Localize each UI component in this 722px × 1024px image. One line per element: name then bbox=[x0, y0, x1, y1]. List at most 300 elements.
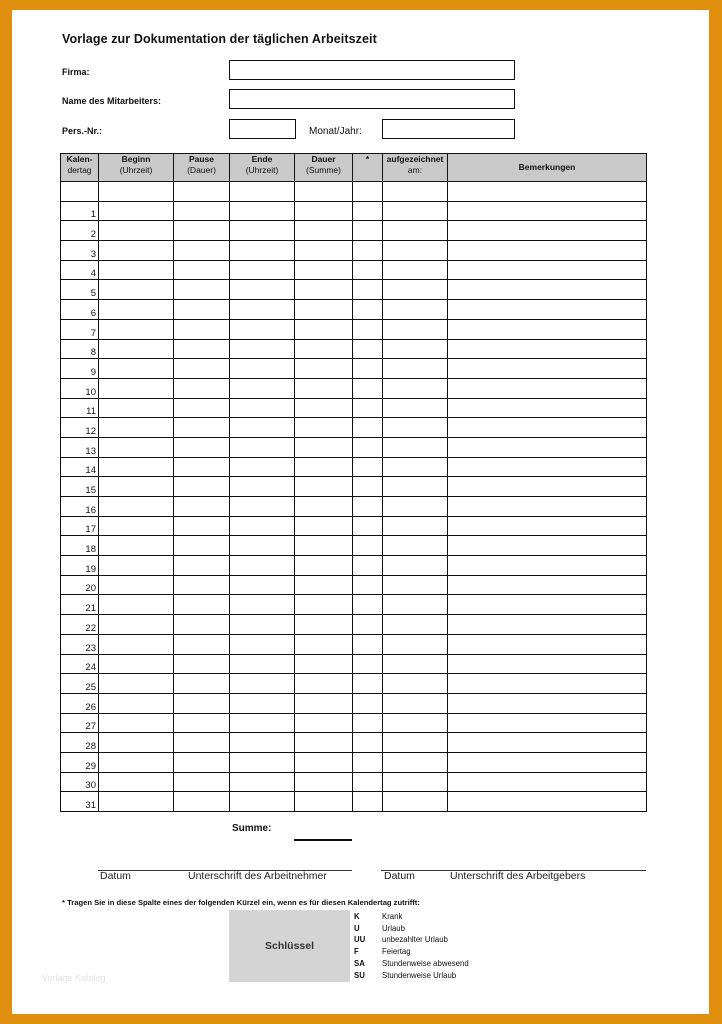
key-item bbox=[354, 934, 469, 946]
table-cell[interactable] bbox=[448, 221, 647, 241]
summe-line[interactable] bbox=[294, 839, 352, 841]
column-header-label: aufgezeichnet bbox=[386, 154, 444, 164]
table-cell[interactable] bbox=[383, 615, 448, 635]
column-header-sublabel: (Summe) bbox=[306, 165, 341, 175]
table-row bbox=[61, 300, 647, 320]
table-cell[interactable] bbox=[353, 398, 383, 418]
table-cell[interactable] bbox=[353, 359, 383, 379]
column-header bbox=[230, 154, 295, 182]
table-cell[interactable] bbox=[295, 457, 353, 477]
table-cell[interactable] bbox=[230, 339, 295, 359]
table-cell[interactable] bbox=[448, 674, 647, 694]
day-number: 5 bbox=[61, 280, 99, 300]
key-item bbox=[354, 970, 469, 982]
table-row bbox=[61, 792, 647, 812]
table-cell[interactable] bbox=[383, 477, 448, 497]
table-cell[interactable] bbox=[353, 536, 383, 556]
document-page bbox=[12, 10, 709, 1014]
table-cell[interactable] bbox=[174, 201, 230, 221]
table-cell[interactable] bbox=[448, 260, 647, 280]
table-cell[interactable] bbox=[295, 752, 353, 772]
table-cell[interactable] bbox=[295, 280, 353, 300]
day-number: 9 bbox=[61, 359, 99, 379]
table-cell[interactable] bbox=[353, 634, 383, 654]
table-row bbox=[61, 339, 647, 359]
table-cell[interactable] bbox=[353, 201, 383, 221]
table-cell[interactable] bbox=[174, 674, 230, 694]
persnr-field[interactable] bbox=[229, 119, 296, 139]
day-number: 1 bbox=[61, 201, 99, 221]
table-cell[interactable] bbox=[448, 634, 647, 654]
table-cell[interactable] bbox=[353, 772, 383, 792]
table-cell[interactable] bbox=[353, 300, 383, 320]
key-code: SU bbox=[354, 970, 365, 980]
table-cell[interactable] bbox=[295, 300, 353, 320]
table-cell[interactable] bbox=[99, 556, 174, 576]
table-cell[interactable] bbox=[174, 752, 230, 772]
table-cell[interactable] bbox=[230, 693, 295, 713]
table-cell[interactable] bbox=[174, 300, 230, 320]
table-cell[interactable] bbox=[448, 752, 647, 772]
monat-label: Monat/Jahr: bbox=[309, 126, 362, 137]
firma-field[interactable] bbox=[229, 60, 515, 80]
day-number: 11 bbox=[61, 398, 99, 418]
table-cell[interactable] bbox=[448, 595, 647, 615]
table-cell[interactable] bbox=[295, 418, 353, 438]
table-cell[interactable] bbox=[230, 477, 295, 497]
table-cell[interactable] bbox=[230, 378, 295, 398]
table-cell[interactable] bbox=[448, 477, 647, 497]
table-cell[interactable] bbox=[174, 575, 230, 595]
column-header-sublabel: am: bbox=[407, 165, 423, 175]
table-cell[interactable] bbox=[295, 595, 353, 615]
table-cell[interactable] bbox=[230, 615, 295, 635]
table-cell[interactable] bbox=[99, 182, 174, 202]
table-cell[interactable] bbox=[174, 398, 230, 418]
table-cell[interactable] bbox=[230, 437, 295, 457]
table-row bbox=[61, 182, 647, 202]
column-header-sublabel: dertag bbox=[67, 165, 92, 175]
table-cell[interactable] bbox=[99, 201, 174, 221]
table-cell[interactable] bbox=[353, 260, 383, 280]
table-cell[interactable] bbox=[99, 378, 174, 398]
table-cell[interactable] bbox=[295, 634, 353, 654]
table-cell[interactable] bbox=[230, 713, 295, 733]
table-cell[interactable] bbox=[230, 201, 295, 221]
table-cell[interactable] bbox=[295, 477, 353, 497]
table-cell[interactable] bbox=[353, 752, 383, 772]
column-header-sublabel: (Uhrzeit) bbox=[245, 165, 279, 175]
key-item bbox=[354, 911, 469, 923]
table-cell[interactable] bbox=[174, 457, 230, 477]
day-number: 24 bbox=[61, 654, 99, 674]
day-number: 3 bbox=[61, 241, 99, 261]
table-cell[interactable] bbox=[99, 752, 174, 772]
table-cell[interactable] bbox=[230, 792, 295, 812]
table-cell[interactable] bbox=[448, 792, 647, 812]
day-number: 10 bbox=[61, 378, 99, 398]
table-row bbox=[61, 556, 647, 576]
table-cell[interactable] bbox=[174, 359, 230, 379]
key-description: Urlaub bbox=[382, 923, 405, 933]
table-cell[interactable] bbox=[448, 300, 647, 320]
table-cell[interactable] bbox=[353, 437, 383, 457]
table-cell[interactable] bbox=[99, 319, 174, 339]
table-row bbox=[61, 378, 647, 398]
table-cell[interactable] bbox=[230, 182, 295, 202]
table-cell[interactable] bbox=[383, 300, 448, 320]
table-cell[interactable] bbox=[230, 260, 295, 280]
table-cell[interactable] bbox=[295, 339, 353, 359]
key-list bbox=[354, 911, 469, 981]
table-cell[interactable] bbox=[383, 752, 448, 772]
table-cell[interactable] bbox=[383, 418, 448, 438]
table-cell[interactable] bbox=[99, 792, 174, 812]
mitarbeiter-field[interactable] bbox=[229, 89, 515, 109]
table-cell[interactable] bbox=[99, 654, 174, 674]
table-cell[interactable] bbox=[230, 575, 295, 595]
table-cell[interactable] bbox=[353, 733, 383, 753]
table-cell[interactable] bbox=[174, 792, 230, 812]
table-cell[interactable] bbox=[383, 378, 448, 398]
day-number: 16 bbox=[61, 497, 99, 517]
table-cell[interactable] bbox=[99, 634, 174, 654]
key-item bbox=[354, 946, 469, 958]
column-header bbox=[448, 154, 647, 182]
table-cell[interactable] bbox=[448, 713, 647, 733]
table-cell[interactable] bbox=[353, 792, 383, 812]
table-cell[interactable] bbox=[174, 319, 230, 339]
table-cell[interactable] bbox=[230, 280, 295, 300]
table-cell[interactable] bbox=[448, 556, 647, 576]
table-row bbox=[61, 713, 647, 733]
table-cell[interactable] bbox=[383, 280, 448, 300]
table-cell[interactable] bbox=[448, 437, 647, 457]
table-cell[interactable] bbox=[230, 300, 295, 320]
table-row bbox=[61, 575, 647, 595]
table-cell[interactable] bbox=[99, 418, 174, 438]
table-row bbox=[61, 260, 647, 280]
day-number: 17 bbox=[61, 516, 99, 536]
table-cell[interactable] bbox=[230, 772, 295, 792]
table-row bbox=[61, 595, 647, 615]
table-cell[interactable] bbox=[448, 319, 647, 339]
table-cell[interactable] bbox=[383, 693, 448, 713]
table-cell[interactable] bbox=[174, 595, 230, 615]
table-cell[interactable] bbox=[448, 241, 647, 261]
table-cell[interactable] bbox=[230, 595, 295, 615]
table-cell[interactable] bbox=[99, 575, 174, 595]
table-cell[interactable] bbox=[174, 418, 230, 438]
table-cell[interactable] bbox=[230, 221, 295, 241]
key-code: U bbox=[354, 923, 360, 933]
day-number: 14 bbox=[61, 457, 99, 477]
table-cell[interactable] bbox=[383, 634, 448, 654]
table-cell[interactable] bbox=[230, 359, 295, 379]
table-cell[interactable] bbox=[353, 319, 383, 339]
table-cell[interactable] bbox=[353, 457, 383, 477]
table-row bbox=[61, 280, 647, 300]
table-cell[interactable] bbox=[448, 418, 647, 438]
table-cell[interactable] bbox=[230, 536, 295, 556]
table-cell[interactable] bbox=[353, 575, 383, 595]
day-number: 20 bbox=[61, 575, 99, 595]
table-cell[interactable] bbox=[353, 378, 383, 398]
table-cell[interactable] bbox=[230, 556, 295, 576]
table-cell[interactable] bbox=[99, 300, 174, 320]
table-cell[interactable] bbox=[295, 182, 353, 202]
table-cell[interactable] bbox=[99, 398, 174, 418]
table-cell[interactable] bbox=[230, 418, 295, 438]
table-cell[interactable] bbox=[383, 733, 448, 753]
table-cell[interactable] bbox=[353, 182, 383, 202]
table-cell[interactable] bbox=[230, 674, 295, 694]
table-cell[interactable] bbox=[448, 280, 647, 300]
table-cell[interactable] bbox=[353, 693, 383, 713]
table-cell[interactable] bbox=[99, 339, 174, 359]
table-cell[interactable] bbox=[295, 713, 353, 733]
day-number: 13 bbox=[61, 437, 99, 457]
table-cell[interactable] bbox=[295, 398, 353, 418]
table-cell[interactable] bbox=[295, 221, 353, 241]
table-cell[interactable] bbox=[295, 654, 353, 674]
day-number: 30 bbox=[61, 772, 99, 792]
table-cell[interactable] bbox=[174, 260, 230, 280]
table-cell[interactable] bbox=[99, 497, 174, 517]
table-cell[interactable] bbox=[174, 241, 230, 261]
table-cell[interactable] bbox=[295, 772, 353, 792]
column-header-label: Pause bbox=[188, 154, 215, 164]
day-number: 27 bbox=[61, 713, 99, 733]
table-cell[interactable] bbox=[383, 359, 448, 379]
table-cell[interactable] bbox=[230, 457, 295, 477]
table-cell[interactable] bbox=[448, 615, 647, 635]
table-cell[interactable] bbox=[353, 516, 383, 536]
day-number: 15 bbox=[61, 477, 99, 497]
table-cell[interactable] bbox=[295, 241, 353, 261]
table-cell[interactable] bbox=[353, 674, 383, 694]
table-cell[interactable] bbox=[295, 556, 353, 576]
table-header-row bbox=[61, 154, 647, 182]
employer-date-label: Datum bbox=[384, 870, 415, 882]
table-cell[interactable] bbox=[448, 575, 647, 595]
table-cell[interactable] bbox=[353, 713, 383, 733]
table-cell[interactable] bbox=[174, 615, 230, 635]
table-cell[interactable] bbox=[295, 792, 353, 812]
table-cell[interactable] bbox=[99, 772, 174, 792]
table-cell[interactable] bbox=[383, 556, 448, 576]
table-cell[interactable] bbox=[99, 437, 174, 457]
table-row bbox=[61, 536, 647, 556]
table-cell[interactable] bbox=[174, 713, 230, 733]
table-cell[interactable] bbox=[230, 241, 295, 261]
table-cell[interactable] bbox=[174, 182, 230, 202]
table-cell[interactable] bbox=[295, 201, 353, 221]
table-cell[interactable] bbox=[353, 339, 383, 359]
table-cell[interactable] bbox=[383, 260, 448, 280]
column-header bbox=[61, 154, 99, 182]
table-cell[interactable] bbox=[174, 221, 230, 241]
table-cell[interactable] bbox=[99, 359, 174, 379]
table-cell[interactable] bbox=[383, 398, 448, 418]
table-cell[interactable] bbox=[174, 733, 230, 753]
table-cell[interactable] bbox=[383, 221, 448, 241]
table-cell[interactable] bbox=[295, 516, 353, 536]
table-cell[interactable] bbox=[383, 713, 448, 733]
firma-label: Firma: bbox=[62, 67, 90, 77]
table-cell[interactable] bbox=[295, 693, 353, 713]
table-cell[interactable] bbox=[99, 457, 174, 477]
table-cell[interactable] bbox=[230, 634, 295, 654]
table-cell[interactable] bbox=[353, 615, 383, 635]
table-cell[interactable] bbox=[383, 654, 448, 674]
table-cell[interactable] bbox=[353, 280, 383, 300]
table-cell[interactable] bbox=[99, 693, 174, 713]
table-cell[interactable] bbox=[448, 398, 647, 418]
table-cell[interactable] bbox=[174, 693, 230, 713]
day-number: 18 bbox=[61, 536, 99, 556]
table-cell[interactable] bbox=[174, 516, 230, 536]
day-number: 4 bbox=[61, 260, 99, 280]
table-cell[interactable] bbox=[295, 575, 353, 595]
table-cell[interactable] bbox=[383, 516, 448, 536]
table-cell[interactable] bbox=[448, 516, 647, 536]
table-cell[interactable] bbox=[174, 536, 230, 556]
table-cell[interactable] bbox=[383, 201, 448, 221]
table-cell[interactable] bbox=[99, 280, 174, 300]
key-description: Krank bbox=[382, 912, 403, 921]
table-cell[interactable] bbox=[383, 595, 448, 615]
table-row bbox=[61, 674, 647, 694]
table-cell[interactable] bbox=[295, 497, 353, 517]
table-cell[interactable] bbox=[295, 319, 353, 339]
table-cell[interactable] bbox=[383, 182, 448, 202]
column-header-label: Beginn bbox=[121, 154, 151, 164]
table-cell[interactable] bbox=[448, 536, 647, 556]
day-number: 22 bbox=[61, 615, 99, 635]
day-number: 8 bbox=[61, 339, 99, 359]
table-cell[interactable] bbox=[383, 674, 448, 694]
day-number: 12 bbox=[61, 418, 99, 438]
table-row bbox=[61, 477, 647, 497]
table-cell[interactable] bbox=[353, 595, 383, 615]
table-cell[interactable] bbox=[230, 752, 295, 772]
table-cell[interactable] bbox=[99, 536, 174, 556]
table-cell[interactable] bbox=[230, 398, 295, 418]
table-cell[interactable] bbox=[353, 241, 383, 261]
persnr-label: Pers.-Nr.: bbox=[62, 126, 103, 136]
table-cell[interactable] bbox=[448, 733, 647, 753]
table-cell[interactable] bbox=[99, 713, 174, 733]
table-cell[interactable] bbox=[353, 418, 383, 438]
table-cell[interactable] bbox=[383, 437, 448, 457]
table-cell[interactable] bbox=[383, 319, 448, 339]
table-cell[interactable] bbox=[295, 615, 353, 635]
column-header-label: Dauer bbox=[311, 154, 336, 164]
column-header-label: Bemerkungen bbox=[518, 162, 576, 172]
table-cell[interactable] bbox=[383, 536, 448, 556]
table-cell[interactable] bbox=[448, 654, 647, 674]
table-cell[interactable] bbox=[383, 497, 448, 517]
table-cell[interactable] bbox=[174, 437, 230, 457]
table-row bbox=[61, 221, 647, 241]
table-cell[interactable] bbox=[295, 674, 353, 694]
table-cell[interactable] bbox=[174, 772, 230, 792]
key-description: Feiertag bbox=[382, 947, 411, 957]
table-cell[interactable] bbox=[174, 339, 230, 359]
page-title: Vorlage zur Dokumentation der täglichen Arbeitszeit bbox=[62, 32, 377, 46]
table-cell[interactable] bbox=[99, 733, 174, 753]
table-cell[interactable] bbox=[174, 477, 230, 497]
table-cell[interactable] bbox=[174, 654, 230, 674]
table-cell[interactable] bbox=[448, 378, 647, 398]
key-code: K bbox=[354, 912, 360, 921]
table-cell[interactable] bbox=[448, 182, 647, 202]
table-cell[interactable] bbox=[383, 241, 448, 261]
table-row bbox=[61, 398, 647, 418]
table-cell[interactable] bbox=[295, 536, 353, 556]
table-cell[interactable] bbox=[99, 674, 174, 694]
table-cell[interactable] bbox=[383, 339, 448, 359]
table-cell[interactable] bbox=[174, 378, 230, 398]
day-number: 31 bbox=[61, 792, 99, 812]
table-cell[interactable] bbox=[99, 595, 174, 615]
table-cell[interactable] bbox=[99, 260, 174, 280]
table-row bbox=[61, 319, 647, 339]
table-cell[interactable] bbox=[353, 497, 383, 517]
table-cell[interactable] bbox=[230, 733, 295, 753]
monat-field[interactable] bbox=[382, 119, 515, 139]
table-cell[interactable] bbox=[383, 575, 448, 595]
table-cell[interactable] bbox=[448, 201, 647, 221]
table-cell[interactable] bbox=[383, 772, 448, 792]
table-cell[interactable] bbox=[353, 221, 383, 241]
table-cell[interactable] bbox=[295, 378, 353, 398]
table-cell[interactable] bbox=[295, 437, 353, 457]
time-table bbox=[60, 153, 647, 812]
table-cell[interactable] bbox=[230, 654, 295, 674]
table-cell[interactable] bbox=[174, 280, 230, 300]
table-cell[interactable] bbox=[174, 497, 230, 517]
table-cell[interactable] bbox=[99, 477, 174, 497]
table-cell[interactable] bbox=[383, 792, 448, 812]
table-cell[interactable] bbox=[353, 654, 383, 674]
table-cell[interactable] bbox=[230, 319, 295, 339]
table-row bbox=[61, 516, 647, 536]
table-cell[interactable] bbox=[295, 733, 353, 753]
table-cell[interactable] bbox=[174, 634, 230, 654]
table-cell[interactable] bbox=[174, 556, 230, 576]
table-cell[interactable] bbox=[230, 516, 295, 536]
table-cell[interactable] bbox=[99, 221, 174, 241]
table-cell[interactable] bbox=[448, 497, 647, 517]
table-cell[interactable] bbox=[448, 772, 647, 792]
column-header-label: Ende bbox=[251, 154, 273, 164]
table-cell[interactable] bbox=[383, 457, 448, 477]
table-cell[interactable] bbox=[295, 359, 353, 379]
table-cell[interactable] bbox=[99, 241, 174, 261]
table-cell[interactable] bbox=[448, 693, 647, 713]
table-cell[interactable] bbox=[448, 339, 647, 359]
table-cell[interactable] bbox=[448, 457, 647, 477]
table-cell[interactable] bbox=[353, 477, 383, 497]
table-cell[interactable] bbox=[448, 359, 647, 379]
table-cell[interactable] bbox=[353, 556, 383, 576]
table-cell[interactable] bbox=[99, 516, 174, 536]
table-cell[interactable] bbox=[230, 497, 295, 517]
table-cell[interactable] bbox=[295, 260, 353, 280]
table-cell[interactable] bbox=[99, 615, 174, 635]
